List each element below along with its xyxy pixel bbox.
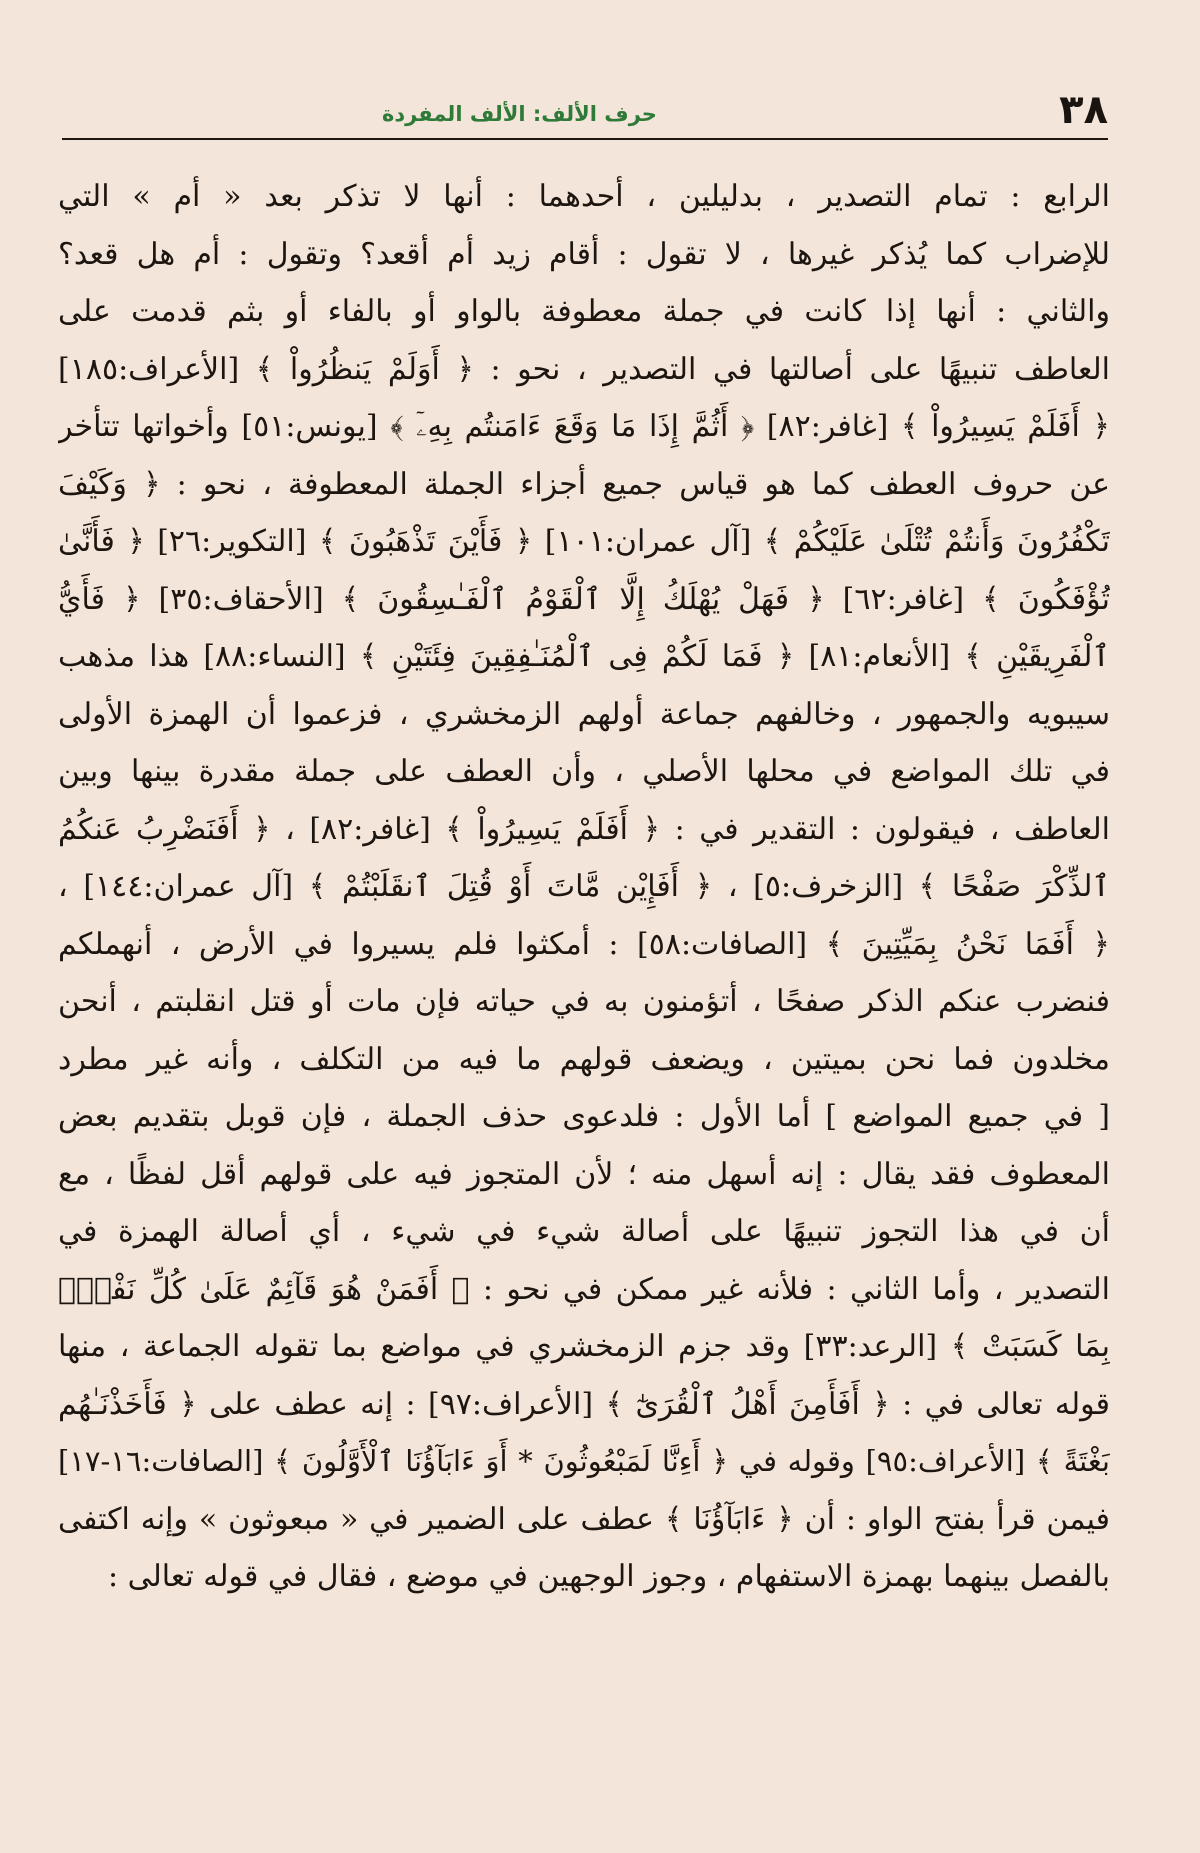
- text-line: [ في جميع المواضع ] أما الأول : فلدعوى حذف الجملة ، فإن قوبل بتقديم بعض: [58, 1099, 1110, 1134]
- text-line: عن حروف العطف كما هو قياس جميع أجزاء الجملة المعطوفة ، نحو : ﴿ وَكَيْفَ: [58, 466, 1110, 502]
- running-title: حرف الألف: الألف المفردة: [382, 102, 657, 126]
- text-line: فنضرب عنكم الذكر صفحًا ، أتؤمنون به في حياته فإن مات أو قتل انقلبتم ، أنحن: [58, 984, 1110, 1019]
- text-line: العاطف ، فيقولون : التقدير في : ﴿ أَفَلَمْ يَسِيرُواْ ﴾ [غافر:٨٢] ، ﴿ أَفَنَضْرِبُ عَنكُمُ: [58, 811, 1110, 847]
- text-line: المعطوف فقد يقال : إنه أسهل منه ؛ لأن المتجوز فيه على قولهم أقل لفظًا ، مع: [58, 1156, 1110, 1192]
- text-line: التصدير ، وأما الثاني : فلأنه غير ممكن في نحو : ﴿ أَفَمَنْ هُوَ قَآئِمٌ عَلَىٰ كُلِّ نَفْسٍۭ: [58, 1271, 1110, 1307]
- text-line: في تلك المواضع في محلها الأصلي ، وأن العطف على جملة مقدرة بينها وبين: [58, 754, 1110, 789]
- text-line: ٱلذِّكْرَ صَفْحًا ﴾ [الزخرف:٥] ، ﴿ أَفَإِيْن مَّاتَ أَوْ قُتِلَ ٱنقَلَبْتُمْ ﴾ [آل عمران:١٤٤] ،: [58, 869, 1110, 904]
- text-line: بِمَا كَسَبَتْ ﴾ [الرعد:٣٣] وقد جزم الزمخشري في مواضع بما تقوله الجماعة ، منها: [58, 1329, 1110, 1364]
- text-line: فيمن قرأ بفتح الواو : أن ﴿ ءَابَآؤُنَا ﴾ عطف على الضمير في « مبعوثون » وإنه اكتفى: [58, 1501, 1110, 1537]
- text-line: مخلدون فما نحن بميتين ، ويضعف قولهم ما فيه من التكلف ، وأنه غير مطرد: [58, 1041, 1110, 1077]
- text-line: ﴿ أَفَمَا نَحْنُ بِمَيِّتِينَ ﴾ [الصافات:٥٨] : أمكثوا فلم يسيروا في الأرض ، أنهملكم: [58, 926, 1110, 962]
- header-divider: [62, 138, 1108, 140]
- text-line: تُؤْفَكُونَ ﴾ [غافر:٦٢] ﴿ فَهَلْ يُهْلَكُ إِلَّا ٱلْقَوْمُ ٱلْفَـٰسِقُونَ ﴾ [الأحقاف:٣٥] ﴿ فَأَيُّ: [58, 581, 1110, 617]
- text-line: سيبويه والجمهور ، وخالفهم جماعة أولهم الزمخشري ، فزعموا أن الهمزة الأولى: [58, 696, 1110, 732]
- text-line: أن في هذا التجوز تنبيهًا على أصالة شيء في شيء ، أي أصالة الهمزة في: [58, 1214, 1110, 1249]
- text-line: والثاني : أنها إذا كانت في جملة معطوفة بالواو أو بالفاء أو بثم قدمت على: [58, 294, 1110, 329]
- page-number: ٣٨: [1059, 87, 1108, 133]
- page-header: [62, 78, 1108, 136]
- text-line: ﴿ أَفَلَمْ يَسِيرُواْ ﴾ [غافر:٨٢] ﴿ أَثُمَّ إِذَا مَا وَقَعَ ءَامَنتُم بِهِۦٓ ﴾ [يونس:٥١] وأخواتها تتأخر: [58, 409, 1110, 444]
- text-line: بالفصل بينهما بهمزة الاستفهام ، وجوز الوجهين في موضع ، فقال في قوله تعالى :: [107, 1559, 1110, 1594]
- text-line: قوله تعالى في : ﴿ أَفَأَمِنَ أَهْلُ ٱلْقُرَىٰٓ ﴾ [الأعراف:٩٧] : إنه عطف على ﴿ فَأَخَذْنَـٰهُم: [58, 1386, 1110, 1422]
- text-line: للإضراب كما يُذكر غيرها ، لا تقول : أقام زيد أم أقعد؟ وتقول : أم هل قعد؟: [58, 236, 1110, 272]
- text-line: العاطف تنبيهًا على أصالتها في التصدير ، نحو : ﴿ أَوَلَمْ يَنظُرُواْ ﴾ [الأعراف:١٨٥]: [58, 351, 1110, 387]
- text-line: بَغْتَةً ﴾ [الأعراف:٩٥] وقوله في ﴿ أَءِنَّا لَمَبْعُوثُونَ * أَوَ ءَابَآؤُنَا ٱلْأَوَّلُونَ ﴾ [الصافات:١٦-١٧]: [58, 1444, 1110, 1478]
- text-line: تَكْفُرُونَ وَأَنتُمْ تُتْلَىٰ عَلَيْكُمْ ﴾ [آل عمران:١٠١] ﴿ فَأَيْنَ تَذْهَبُونَ ﴾ [التكوير:٢٦] ﴿ فَأَنَّىٰ: [58, 524, 1110, 559]
- page-body: [58, 168, 1110, 1818]
- text-line: الرابع : تمام التصدير ، بدليلين ، أحدهما : أنها لا تذكر بعد « أم » التي: [58, 179, 1110, 214]
- text-line: ٱلْفَرِيقَيْنِ ﴾ [الأنعام:٨١] ﴿ فَمَا لَكُمْ فِى ٱلْمُنَـٰفِقِينَ فِئَتَيْنِ ﴾ [النساء:٨٨] هذا مذهب: [58, 639, 1110, 674]
